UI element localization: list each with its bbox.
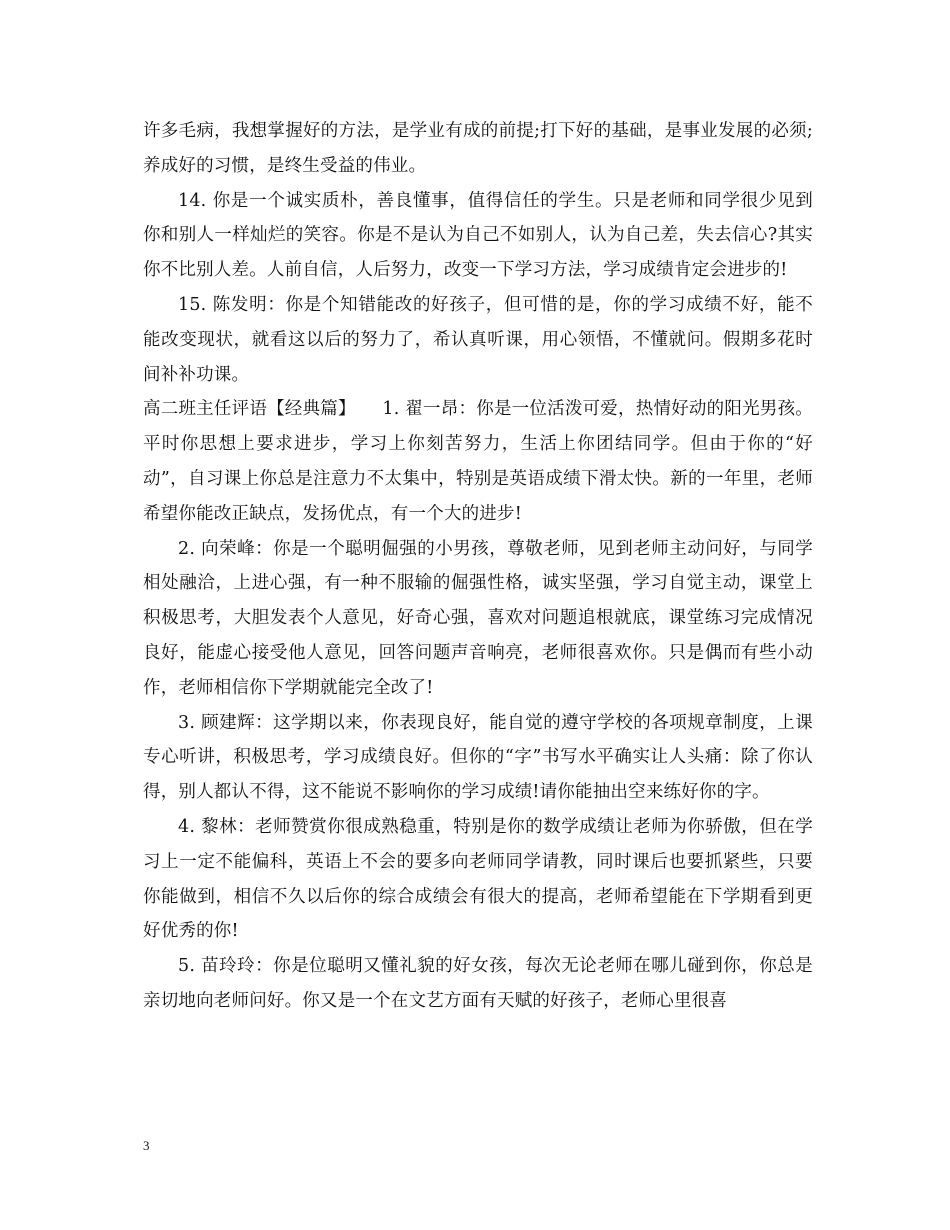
paragraph-section-heading-comment-1: 高二班主任评语【经典篇】 1. 翟一昂：你是一位活泼可爱，热情好动的阳光男孩。平时你思想上要求进步，学习上你刻苦努力，生活上你团结同学。但由于你的“好动”，自习课上你总是注意力不太集中，特别是英语成绩下滑太快。新的一年里，老师希望你能改正缺点，发扬优点，有一个大的进步! <box>143 399 813 524</box>
paragraph-comment-4: 4. 黎林：老师赞赏你很成熟稳重，特别是你的数学成绩让老师为你骄傲，但在学习上一定不能偏科，英语上不会的要多向老师同学请教，同时课后也要抓紧些，只要你能做到，相信不久以后你的综合成绩会有很大的提高，老师希望能在下学期看到更好优秀的你! <box>143 816 813 942</box>
paragraph-continuation: 许多毛病，我想掌握好的方法，是学业有成的前提;打下好的基础，是事业发展的必须;养成好的习惯，是终生受益的伟业。 <box>143 121 813 176</box>
paragraph-comment-5: 5. 苗玲玲：你是位聪明又懂礼貌的好女孩，每次无论老师在哪儿碰到你，你总是亲切地向老师问好。你又是一个在文艺方面有天赋的好孩子，老师心里很喜 <box>143 956 813 1011</box>
paragraph-comment-3: 3. 顾建辉：这学期以来，你表现良好，能自觉的遵守学校的各项规章制度，上课专心听讲，积极思考，学习成绩良好。但你的“字”书写水平确实让人头痛：除了你认得，别人都认不得，这不能说不影响你的学习成绩!请你能抽出空来练好你的字。 <box>143 712 813 803</box>
document-body <box>143 114 813 1019</box>
paragraph-comment-2: 2. 向荣峰：你是一个聪明倔强的小男孩，尊敬老师，见到老师主动问好，与同学相处融洽，上进心强，有一种不服输的倔强性格，诚实坚强，学习自觉主动，课堂上积极思考，大胆发表个人意见，好奇心强，喜欢对问题追根就底，课堂练习完成情况良好，能虚心接受他人意见，回答问题声音响亮，老师很喜欢你。只是偶而有些小动作，老师相信你下学期就能完全改了! <box>143 538 813 698</box>
paragraph-comment-14: 14. 你是一个诚实质朴，善良懂事，值得信任的学生。只是老师和同学很少见到你和别人一样灿烂的笑容。你是不是认为自己不如别人，认为自己差，失去信心?其实你不比别人差。人前自信，人后努力，改变一下学习方法，学习成绩肯定会进步的! <box>143 190 813 281</box>
paragraph-comment-15: 15. 陈发明：你是个知错能改的好孩子，但可惜的是，你的学习成绩不好，能不能改变现状，就看这以后的努力了，希认真听课，用心领悟，不懂就问。假期多花时间补补功课。 <box>143 294 813 385</box>
page-number: 3 <box>143 1138 150 1153</box>
